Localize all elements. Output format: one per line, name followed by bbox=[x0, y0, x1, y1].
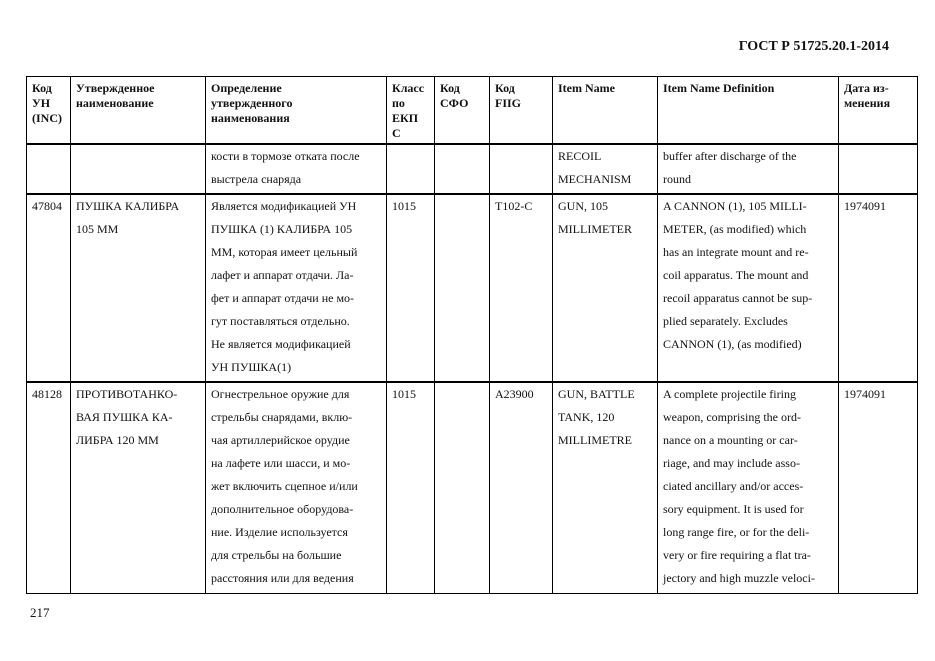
cell-item-name: GUN, 105 MILLIMETER bbox=[553, 194, 658, 382]
col-header-sfo-code: Код СФО bbox=[435, 77, 490, 145]
col-header-item-name: Item Name bbox=[553, 77, 658, 145]
cell-approved-name: ПРОТИВОТАНКО- ВАЯ ПУШКА КА- ЛИБРА 120 ММ bbox=[71, 382, 206, 594]
col-header-fiig: Код FIIG bbox=[490, 77, 553, 145]
col-header-item-name-definition: Item Name Definition bbox=[658, 77, 839, 145]
cell-sfo-code bbox=[435, 194, 490, 382]
cell-item-name-definition: buffer after discharge of the round bbox=[658, 144, 839, 194]
table-row bbox=[27, 382, 918, 594]
cell-ekps-class bbox=[387, 144, 435, 194]
cell-definition: Является модификацией УН ПУШКА (1) КАЛИБРА 105 ММ, которая имеет цельный лафет и аппарат отдачи. Ла- фет и аппарат отдачи не мо- гут поставляться отдельно. Не является модификацией УН ПУШКА(1) bbox=[206, 194, 387, 382]
col-header-change-date: Дата из- менения bbox=[839, 77, 918, 145]
cell-sfo-code bbox=[435, 144, 490, 194]
col-header-inc: Код УН (INC) bbox=[27, 77, 71, 145]
cell-fiig bbox=[490, 144, 553, 194]
cell-inc: 47804 bbox=[27, 194, 71, 382]
cell-item-name-definition: A CANNON (1), 105 MILLI- METER, (as modified) which has an integrate mount and re- coil apparatus. The mount and recoil apparatus cannot be sup- plied separately. Excludes CANNON (1), (as modified) bbox=[658, 194, 839, 382]
cell-definition: кости в тормозе отката после выстрела снаряда bbox=[206, 144, 387, 194]
cell-fiig: A23900 bbox=[490, 382, 553, 594]
cell-item-name: RECOIL MECHANISM bbox=[553, 144, 658, 194]
col-header-definition: Определение утвержденного наименования bbox=[206, 77, 387, 145]
cell-change-date: 1974091 bbox=[839, 194, 918, 382]
cell-change-date bbox=[839, 144, 918, 194]
cell-inc bbox=[27, 144, 71, 194]
document-code: ГОСТ Р 51725.20.1-2014 bbox=[738, 39, 889, 54]
nomenclature-table bbox=[26, 76, 918, 594]
cell-change-date: 1974091 bbox=[839, 382, 918, 594]
cell-fiig: T102-C bbox=[490, 194, 553, 382]
table-row bbox=[27, 194, 918, 382]
cell-item-name-definition: A complete projectile firing weapon, comprising the ord- nance on a mounting or car- riage, and may include asso- ciated ancillary and/or acces- sory equipment. It is used for long range fire, or for the deli- very or fire requiring a flat tra- jectory and high muzzle veloci- bbox=[658, 382, 839, 594]
cell-definition: Огнестрельное оружие для стрельбы снарядами, вклю- чая артиллерийское орудие на лафете или шасси, и мо- жет включить сцепное и/или дополнительное оборудова- ние. Изделие используется для стрельбы на большие расстояния или для ведения bbox=[206, 382, 387, 594]
cell-sfo-code bbox=[435, 382, 490, 594]
cell-inc: 48128 bbox=[27, 382, 71, 594]
col-header-approved-name: Утвержденное наименование bbox=[71, 77, 206, 145]
cell-ekps-class: 1015 bbox=[387, 194, 435, 382]
col-header-ekps-class: Класс по ЕКП С bbox=[387, 77, 435, 145]
cell-approved-name: ПУШКА КАЛИБРА 105 ММ bbox=[71, 194, 206, 382]
table-row-continuation bbox=[27, 144, 918, 194]
cell-approved-name bbox=[71, 144, 206, 194]
page-number: 217 bbox=[30, 605, 50, 620]
cell-item-name: GUN, BATTLE TANK, 120 MILLIMETRE bbox=[553, 382, 658, 594]
table-header-row bbox=[27, 77, 918, 145]
cell-ekps-class: 1015 bbox=[387, 382, 435, 594]
